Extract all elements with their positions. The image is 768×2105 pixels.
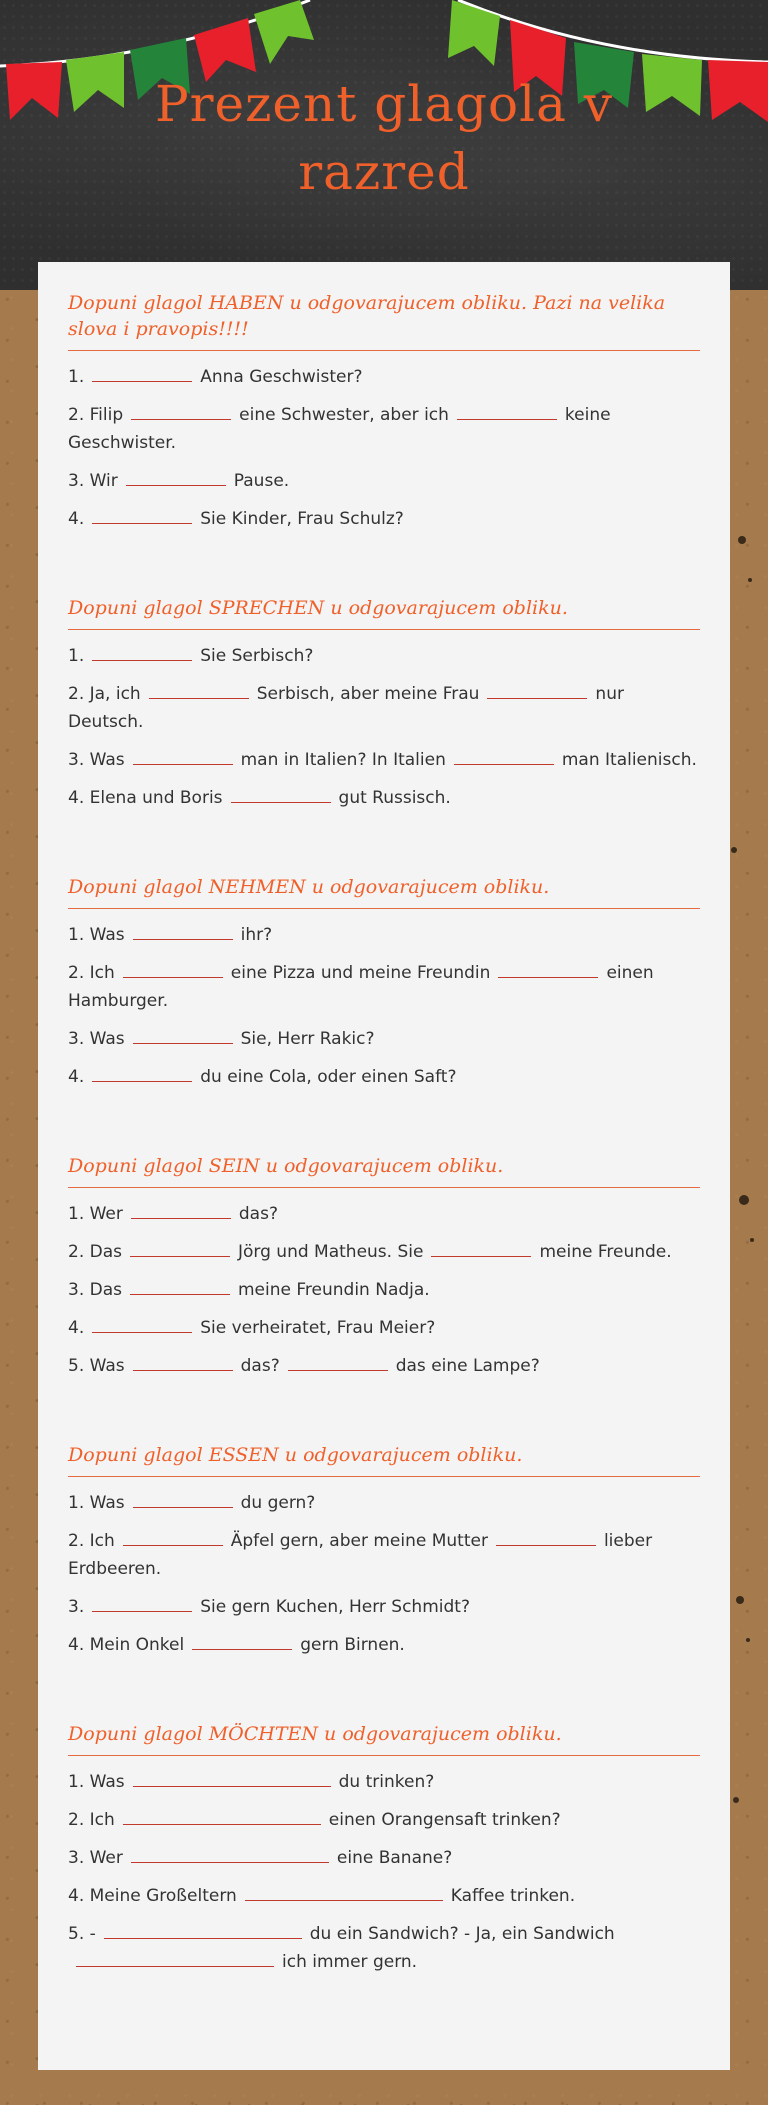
answer-blank[interactable] [92,642,192,661]
section-title: Dopuni glagol ESSEN u odgovarajucem obliku. [68,1442,700,1477]
answer-blank[interactable] [92,1593,192,1612]
item-text: meine Freunde. [539,1242,672,1262]
answer-blank[interactable] [130,1238,230,1257]
item-text: 2. Ich [68,1531,115,1551]
exercise-item [68,1200,700,1228]
item-text: das? [238,1204,278,1224]
answer-blank[interactable] [123,1806,321,1825]
exercise-item [68,642,700,670]
item-text: 1. Was [68,1493,125,1513]
item-text: Sie gern Kuchen, Herr Schmidt? [200,1597,470,1617]
item-text: 4. Mein Onkel [68,1635,185,1655]
exercise-item [68,784,700,812]
answer-blank[interactable] [92,1063,192,1082]
item-text: keine Geschwister. [68,405,611,453]
item-text: 3. Was [68,750,125,770]
answer-blank[interactable] [133,1489,233,1508]
item-text: 1. Was [68,1772,125,1792]
exercise-item [68,505,700,533]
answer-blank[interactable] [92,363,192,382]
item-text: 5. Was [68,1356,125,1376]
item-text: Anna Geschwister? [200,367,363,387]
answer-blank[interactable] [133,1025,233,1044]
answer-blank[interactable] [131,1844,329,1863]
exercise-item [68,1806,700,1834]
answer-blank[interactable] [133,1768,331,1787]
exercise-item [68,1882,700,1910]
title-line-2: razred [298,143,470,201]
item-text: Kaffee trinken. [450,1886,576,1906]
answer-blank[interactable] [133,1352,233,1371]
answer-blank[interactable] [245,1882,443,1901]
item-text: Äpfel gern, aber meine Mutter [230,1531,488,1551]
answer-blank[interactable] [457,401,557,420]
item-text: 4. [68,509,85,529]
exercise-item [68,680,700,736]
exercise-section [68,595,700,812]
answer-blank[interactable] [431,1238,531,1257]
item-text: 3. [68,1597,85,1617]
item-text: du ein Sandwich? - Ja, ein Sandwich [309,1924,615,1944]
item-text: meine Freundin Nadja. [238,1280,430,1300]
item-text: gern Birnen. [300,1635,405,1655]
item-text: ich immer gern. [282,1952,418,1972]
exercise-item [68,1352,700,1380]
item-text: gut Russisch. [338,788,451,808]
item-text: du trinken? [338,1772,435,1792]
answer-blank[interactable] [123,959,223,978]
exercise-section [68,1721,700,1976]
answer-blank[interactable] [288,1352,388,1371]
item-text: du gern? [240,1493,316,1513]
exercise-item [68,1920,700,1976]
item-text: das? [240,1356,280,1376]
exercise-section [68,1442,700,1659]
item-text: du eine Cola, oder einen Saft? [200,1067,457,1087]
exercise-item [68,1844,700,1872]
item-text: ihr? [240,925,273,945]
answer-blank[interactable] [149,680,249,699]
item-text: eine Schwester, aber ich [239,405,449,425]
title-line-1: Prezent glagola v [154,75,614,133]
exercise-section [68,874,700,1091]
worksheet-card [38,262,730,2070]
item-text: 2. Ja, ich [68,684,141,704]
item-text: 3. Wir [68,471,118,491]
section-title: Dopuni glagol HABEN u odgovarajucem obliku. Pazi na velika slova i pravopis!!!! [68,290,700,351]
item-text: lieber Erdbeeren. [68,1531,653,1579]
item-text: man Italienisch. [561,750,697,770]
item-text: man in Italien? In Italien [240,750,446,770]
item-text: 1. [68,367,85,387]
item-text: 2. Filip [68,405,124,425]
section-title: Dopuni glagol NEHMEN u odgovarajucem obliku. [68,874,700,909]
answer-blank[interactable] [126,467,226,486]
page-title [0,70,768,206]
item-text: 1. [68,646,85,666]
section-title: Dopuni glagol MÖCHTEN u odgovarajucem obliku. [68,1721,700,1756]
item-text: 3. Das [68,1280,122,1300]
item-text: 1. Wer [68,1204,123,1224]
item-text: 2. Das [68,1242,122,1262]
item-text: Jörg und Matheus. Sie [238,1242,424,1262]
exercise-section [68,1153,700,1380]
exercise-item [68,1063,700,1091]
item-text: 4. Elena und Boris [68,788,223,808]
item-text: Sie Serbisch? [200,646,314,666]
item-text: Serbisch, aber meine Frau [256,684,480,704]
worksheet-sections [38,262,730,1976]
item-text: 3. Wer [68,1848,123,1868]
item-text: eine Pizza und meine Freundin [230,963,491,983]
answer-blank[interactable] [487,680,587,699]
item-text: 2. Ich [68,1810,115,1830]
answer-blank[interactable] [92,1314,192,1333]
item-text: Sie, Herr Rakic? [240,1029,375,1049]
exercise-item [68,467,700,495]
exercise-item [68,1593,700,1621]
exercise-item [68,1025,700,1053]
chalkboard-header [0,0,768,290]
exercise-item [68,1489,700,1517]
answer-blank[interactable] [131,401,231,420]
exercise-item [68,959,700,1015]
answer-blank[interactable] [76,1948,274,1967]
section-title: Dopuni glagol SEIN u odgovarajucem obliku. [68,1153,700,1188]
item-text: 4. [68,1067,85,1087]
item-text: 2. Ich [68,963,115,983]
answer-blank[interactable] [92,505,192,524]
item-text: nur Deutsch. [68,684,624,732]
answer-blank[interactable] [133,746,233,765]
item-text: Pause. [233,471,290,491]
item-text: 5. - [68,1924,96,1944]
exercise-item [68,1314,700,1342]
answer-blank[interactable] [192,1631,292,1650]
answer-blank[interactable] [133,921,233,940]
item-text: 4. Meine Großeltern [68,1886,237,1906]
item-text: Sie verheiratet, Frau Meier? [200,1318,436,1338]
exercise-item [68,746,700,774]
answer-blank[interactable] [231,784,331,803]
item-text: 1. Was [68,925,125,945]
exercise-item [68,1527,700,1583]
answer-blank[interactable] [498,959,598,978]
answer-blank[interactable] [104,1920,302,1939]
exercise-item [68,1276,700,1304]
exercise-item [68,401,700,457]
item-text: einen Orangensaft trinken? [328,1810,561,1830]
exercise-item [68,363,700,391]
answer-blank[interactable] [123,1527,223,1546]
item-text: einen Hamburger. [68,963,654,1011]
exercise-section [68,290,700,533]
answer-blank[interactable] [496,1527,596,1546]
exercise-item [68,1768,700,1796]
item-text: 3. Was [68,1029,125,1049]
item-text: eine Banane? [336,1848,453,1868]
exercise-item [68,1631,700,1659]
item-text: das eine Lampe? [395,1356,540,1376]
answer-blank[interactable] [454,746,554,765]
answer-blank[interactable] [130,1276,230,1295]
exercise-item [68,921,700,949]
answer-blank[interactable] [131,1200,231,1219]
item-text: Sie Kinder, Frau Schulz? [200,509,404,529]
item-text: 4. [68,1318,85,1338]
exercise-item [68,1238,700,1266]
section-title: Dopuni glagol SPRECHEN u odgovarajucem obliku. [68,595,700,630]
